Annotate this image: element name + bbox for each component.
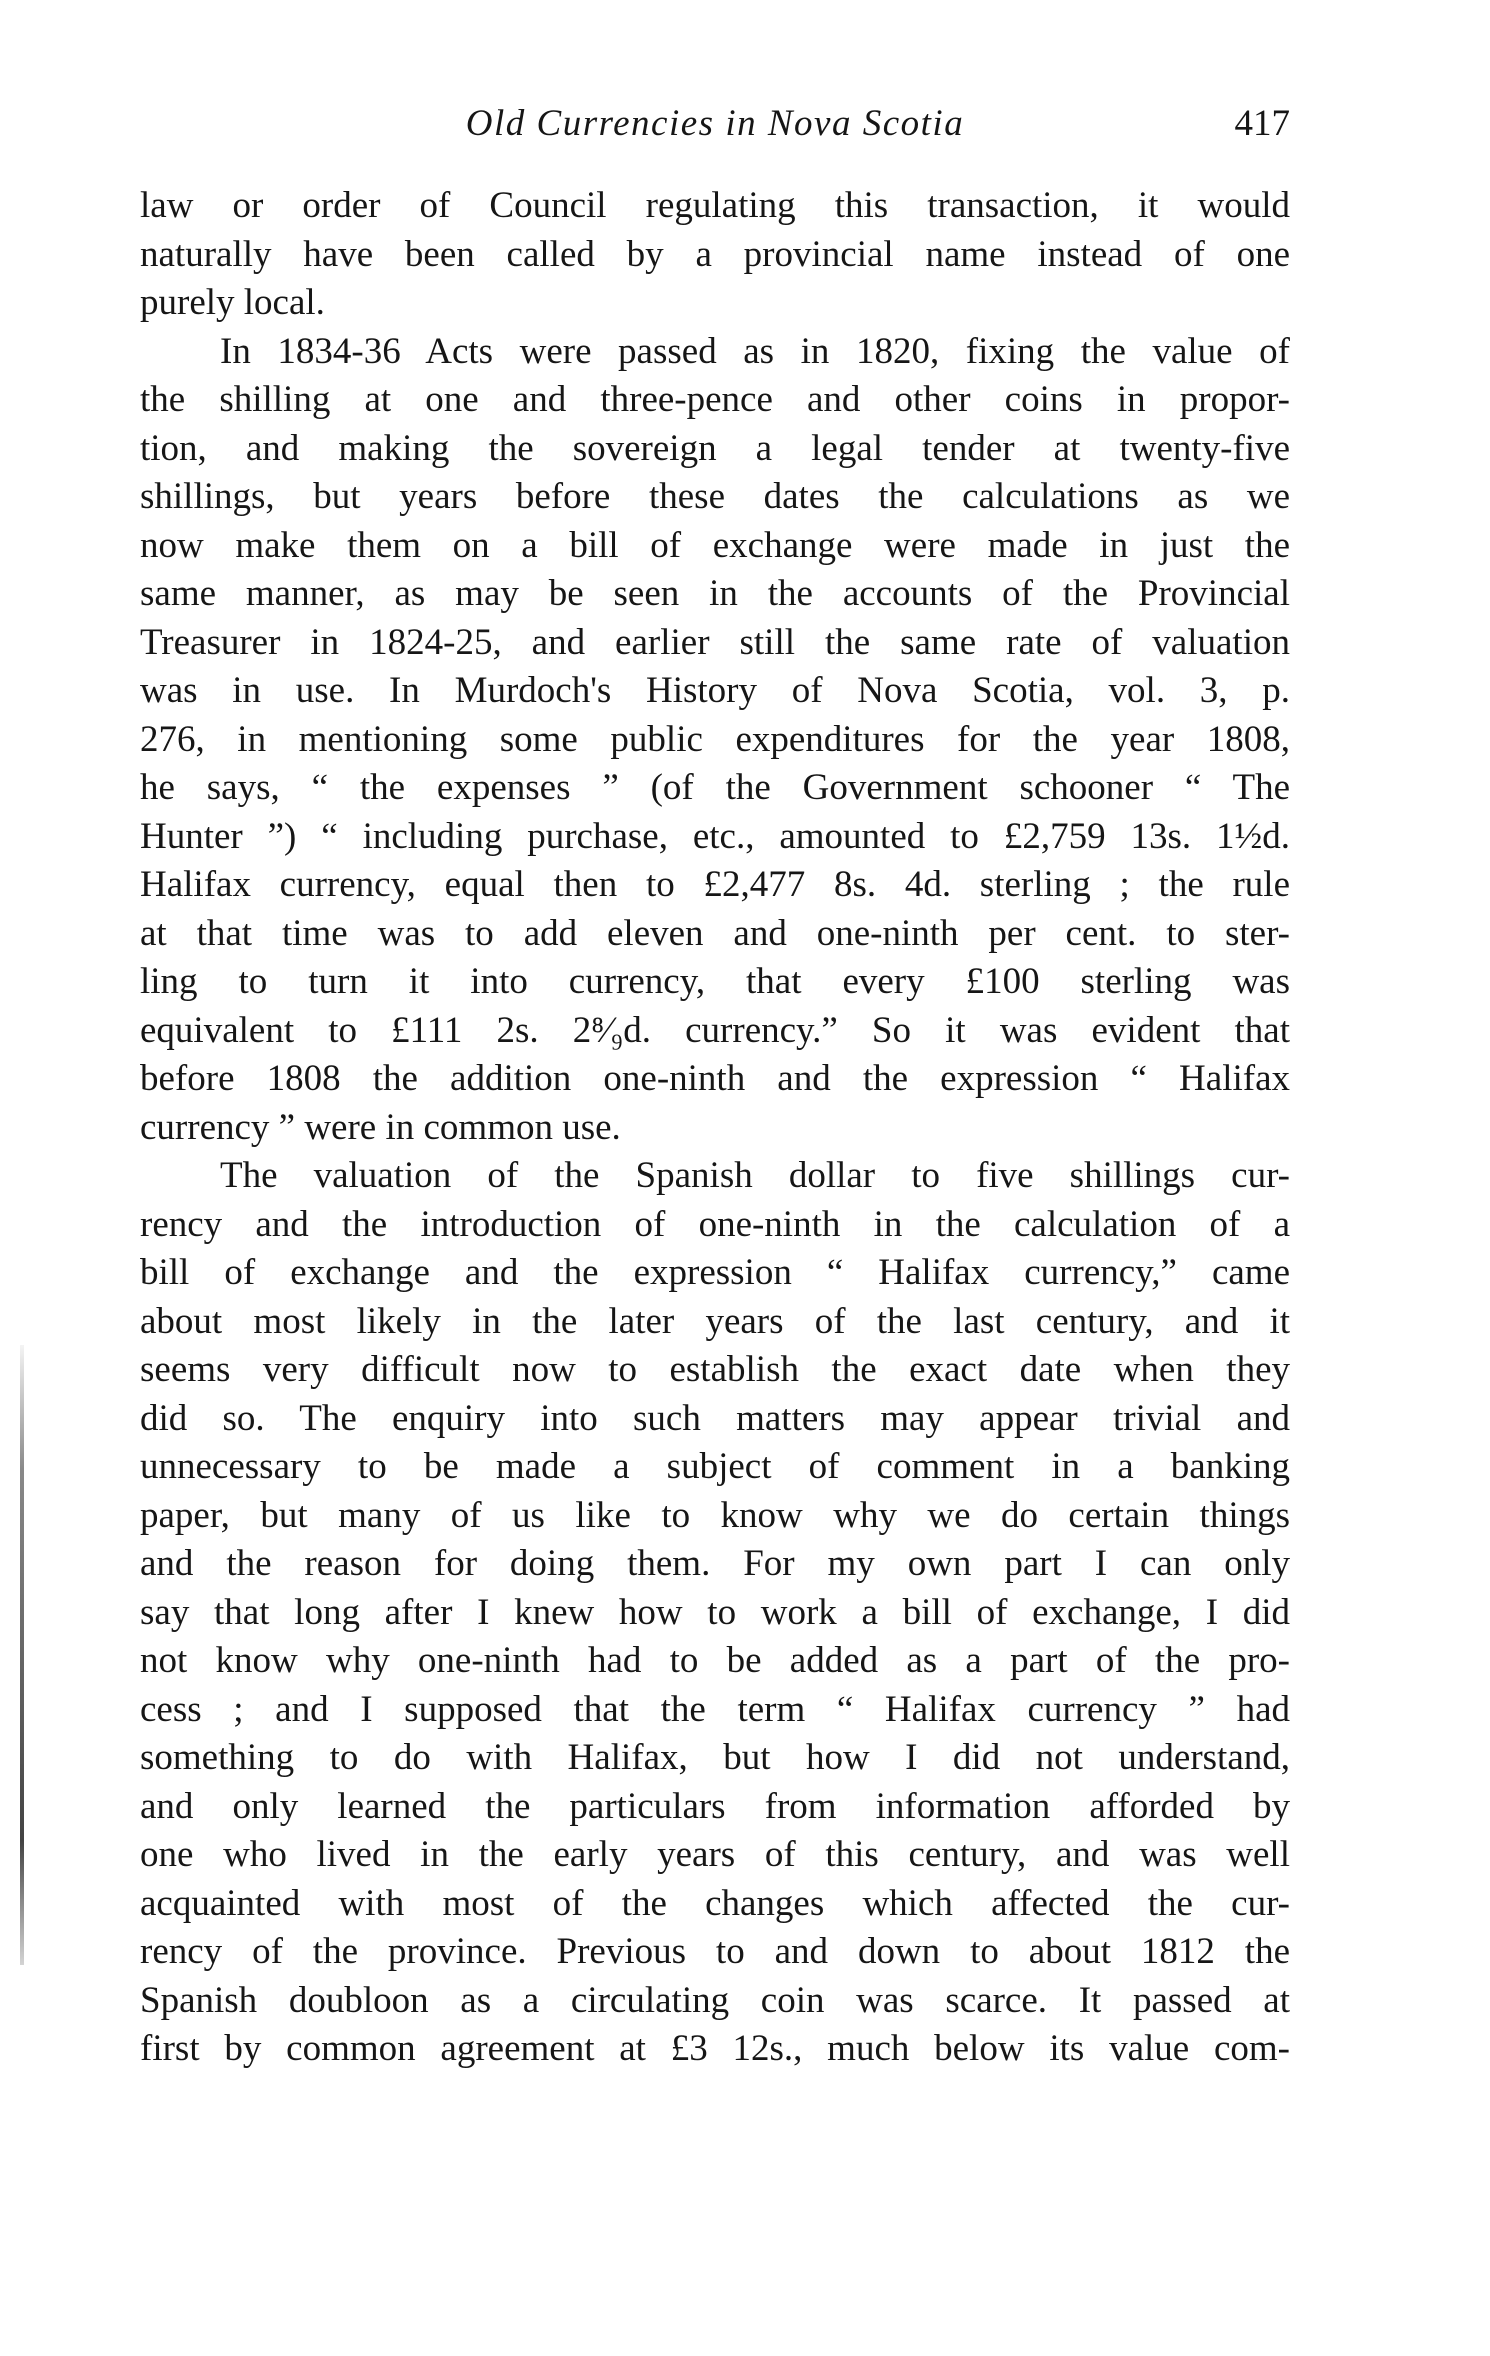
text-line: bill of exchange and the expression “ Halifax currency,” came — [140, 1252, 1290, 1293]
text-line: now make them on a bill of exchange were made in just the — [140, 524, 1290, 566]
text-line: something to do with Halifax, but how I did not understand, — [140, 1737, 1290, 1778]
text-line: say that long after I knew how to work a bill of exchange, I did — [140, 1591, 1290, 1633]
text-line: about most likely in the later years of the last century, and it — [140, 1300, 1290, 1342]
page-number: 417 — [1234, 103, 1290, 144]
text-line: rency of the province. Previous to and down to about 1812 the — [140, 1931, 1290, 1972]
paragraph-first-line: In 1834-36 Acts were passed as in 1820, fixing the value of — [220, 330, 1290, 372]
body-text — [140, 182, 1290, 2074]
page-header — [140, 100, 1290, 148]
text-line: at that time was to add eleven and one-ninth per cent. to ster- — [140, 912, 1290, 954]
text-line: one who lived in the early years of this century, and was well — [140, 1834, 1290, 1875]
text-line: seems very difficult now to establish the exact date when they — [140, 1349, 1290, 1390]
text-line: and the reason for doing them. For my own part I can only — [140, 1543, 1290, 1584]
text-line: tion, and making the sovereign a legal tender at twenty-five — [140, 427, 1290, 469]
text-line: cess ; and I supposed that the term “ Halifax currency ” had — [140, 1688, 1290, 1730]
paragraph-first-line: The valuation of the Spanish dollar to five shillings cur- — [220, 1155, 1290, 1196]
text-line: the shilling at one and three-pence and other coins in propor- — [140, 379, 1290, 420]
binding-shadow — [20, 1345, 24, 1965]
text-line: same manner, as may be seen in the accounts of the Provincial — [140, 573, 1290, 614]
text-line: and only learned the particulars from information afforded by — [140, 1785, 1290, 1827]
text-line: not know why one-ninth had to be added as a part of the pro- — [140, 1640, 1290, 1681]
text-line: paper, but many of us like to know why we do certain things — [140, 1494, 1290, 1536]
text-line: shillings, but years before these dates the calculations as we — [140, 476, 1290, 517]
text-line: he says, “ the expenses ” (of the Government schooner “ The — [140, 767, 1290, 808]
text-line: ling to turn it into currency, that every £100 sterling was — [140, 961, 1290, 1002]
text-line: acquainted with most of the changes which affected the cur- — [140, 1882, 1290, 1924]
running-title: Old Currencies in Nova Scotia — [465, 103, 965, 144]
text-line: purely local. — [140, 282, 325, 323]
text-line: 276, in mentioning some public expenditures for the year 1808, — [140, 718, 1290, 760]
text-line: Hunter ”) “ including purchase, etc., amounted to £2,759 13s. 1½d. — [140, 815, 1290, 857]
text-line: first by common agreement at £3 12s., much below its value com- — [140, 2028, 1290, 2069]
text-line: equivalent to £111 2s. 2⁸⁄₉d. currency.” So it was evident that — [140, 1009, 1290, 1051]
text-line: naturally have been called by a provincial name instead of one — [140, 233, 1290, 275]
text-line: law or order of Council regulating this transaction, it would — [140, 185, 1290, 226]
text-line: did so. The enquiry into such matters may appear trivial and — [140, 1397, 1290, 1439]
text-line: Spanish doubloon as a circulating coin was scarce. It passed at — [140, 1979, 1290, 2021]
text-line: unnecessary to be made a subject of comment in a banking — [140, 1446, 1290, 1487]
text-line: Treasurer in 1824-25, and earlier still the same rate of valuation — [140, 621, 1290, 663]
text-line: before 1808 the addition one-ninth and the expression “ Halifax — [140, 1058, 1290, 1099]
text-line: Halifax currency, equal then to £2,477 8s. 4d. sterling ; the rule — [140, 864, 1290, 905]
text-line: rency and the introduction of one-ninth in the calculation of a — [140, 1203, 1290, 1245]
text-line: was in use. In Murdoch's History of Nova Scotia, vol. 3, p. — [140, 670, 1290, 711]
text-line: currency ” were in common use. — [140, 1106, 621, 1148]
